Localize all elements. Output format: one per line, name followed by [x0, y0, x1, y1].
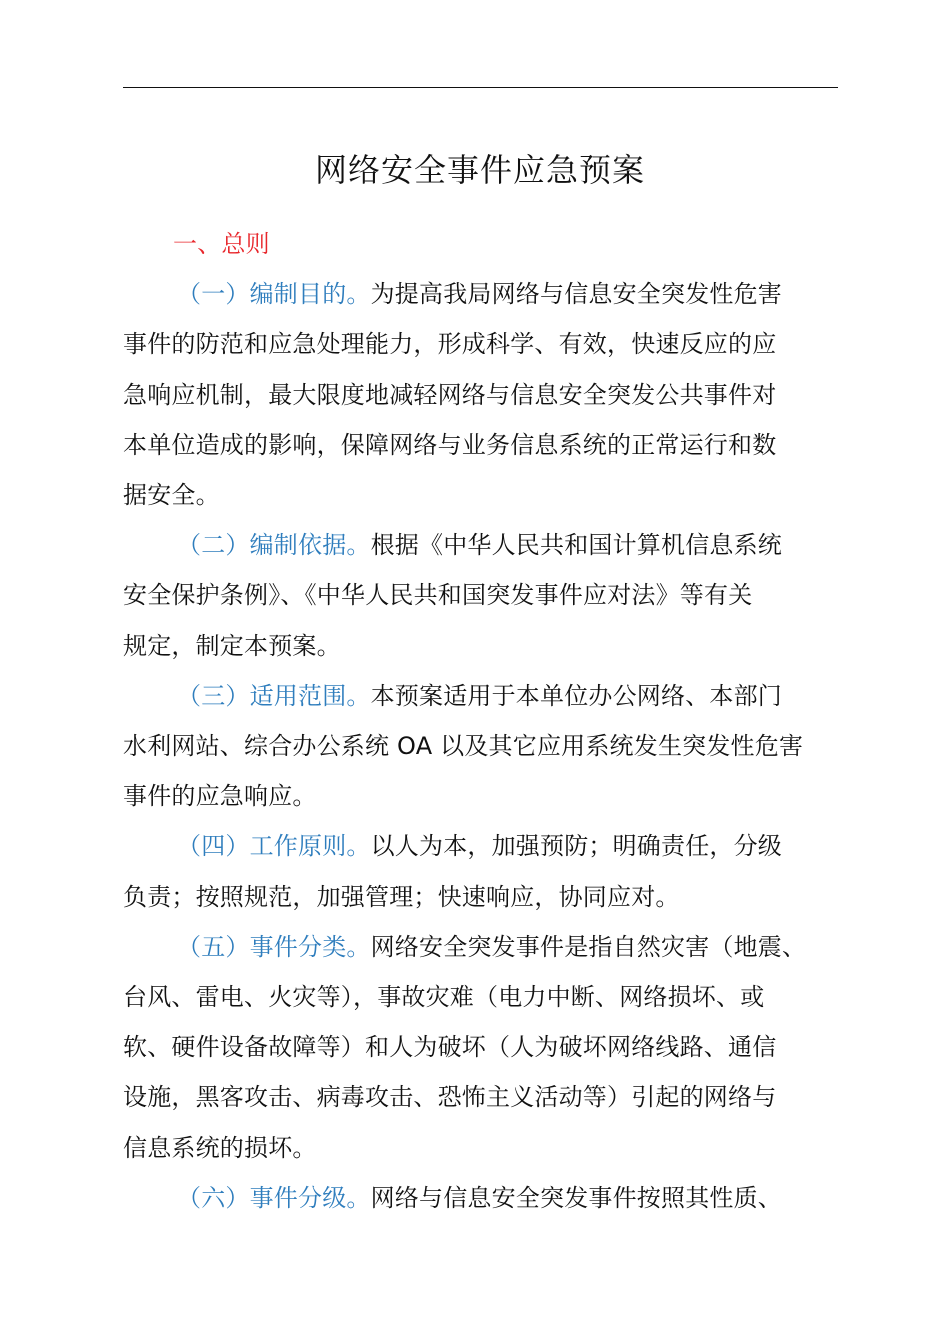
- document-title: 网络安全事件应急预案: [314, 151, 645, 189]
- paragraph-line: 软、硬件设备故障等）和人为破坏（人为破坏网络线路、通信: [123, 1033, 777, 1062]
- paragraph-line: 急响应机制，最大限度地减轻网络与信息安全突发公共事件对: [123, 380, 777, 409]
- paragraph: [123, 520, 850, 671]
- paragraph-line: 事件的防范和应急处理能力，形成科学、有效，快速反应的应: [123, 330, 777, 359]
- paragraph-line: 本单位造成的影响，保障网络与业务信息系统的正常运行和数: [123, 430, 777, 459]
- paragraph-line: 台风、雷电、火灾等），事故灾难（电力中断、网络损坏、或: [123, 983, 765, 1012]
- paragraph-line: 网络安全突发事件是指自然灾害（地震、: [370, 932, 807, 961]
- paragraph: [123, 1173, 850, 1223]
- paragraph-line: 网络与信息安全突发事件按照其性质、: [370, 1183, 783, 1212]
- paragraph-line: 本预案适用于本单位办公网络、本部门: [370, 681, 783, 710]
- paragraph-line: 据安全。: [123, 481, 220, 510]
- paragraph-heading: （二）编制依据。: [177, 531, 371, 560]
- paragraph-heading: （三）适用范围。: [177, 681, 371, 710]
- paragraph-line: 负责；按照规范，加强管理；快速响应，协同应对。: [123, 882, 680, 911]
- paragraph-line: 事件的应急响应。: [123, 782, 317, 811]
- paragraph-line: 信息系统的损坏。: [123, 1133, 317, 1162]
- paragraph-line: 安全保护条例》、《中华人民共和国突发事件应对法》等有关: [123, 581, 753, 610]
- paragraph-line: 以人为本，加强预防；明确责任，分级: [370, 832, 783, 861]
- paragraph-line: 根据《中华人民共和国计算机信息系统: [370, 531, 783, 560]
- document-body: [123, 219, 850, 1223]
- paragraph: [123, 269, 850, 520]
- paragraph-list: [123, 269, 850, 1223]
- paragraph-line: 规定，制定本预案。: [123, 631, 341, 660]
- paragraph: [123, 922, 850, 1173]
- section-heading-general: 一、总则: [173, 230, 270, 258]
- paragraph-heading: （一）编制目的。: [177, 280, 371, 309]
- paragraph-line: 为提高我局网络与信息安全突发性危害: [370, 280, 783, 309]
- paragraph-heading: （四）工作原则。: [177, 832, 371, 861]
- paragraph: [123, 671, 850, 822]
- paragraph: [123, 821, 850, 921]
- paragraph-heading: （五）事件分类。: [177, 932, 371, 961]
- paragraph-line: 水利网站、综合办公系统 OA 以及其它应用系统发生突发性危害: [123, 732, 804, 761]
- paragraph-line: 设施，黑客攻击、病毒攻击、恐怖主义活动等）引起的网络与: [123, 1083, 777, 1112]
- header-rule: [123, 87, 838, 88]
- paragraph-heading: （六）事件分级。: [177, 1183, 371, 1212]
